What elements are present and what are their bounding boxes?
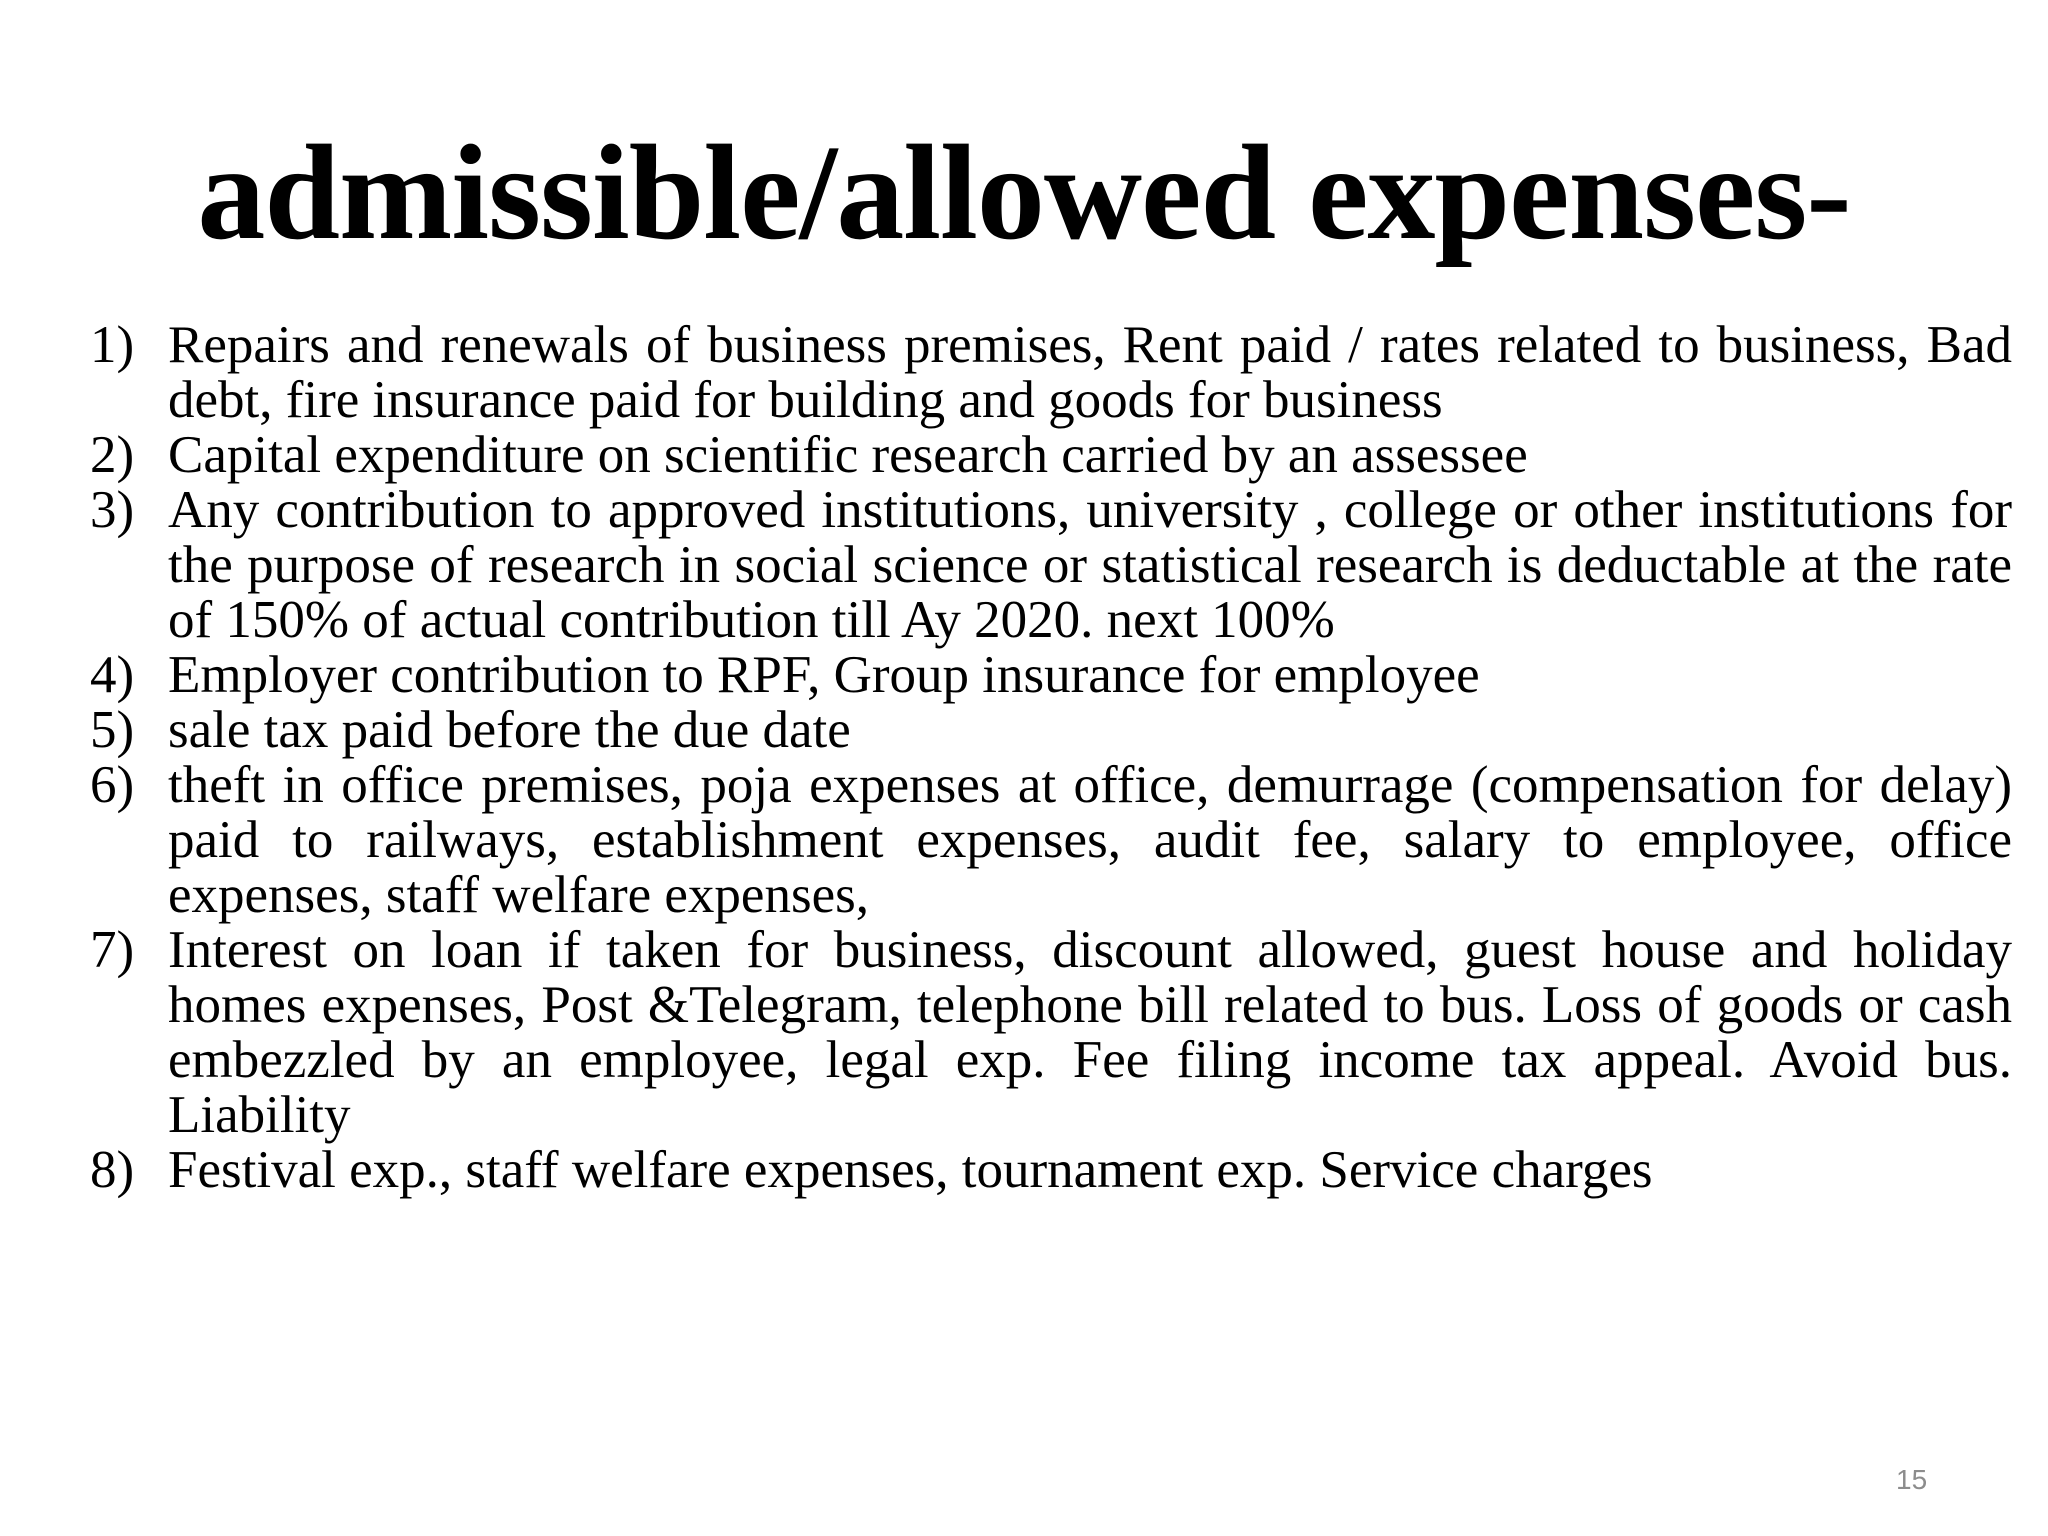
list-item (90, 428, 2012, 483)
item-text: Capital expenditure on scientific research carried by an assessee (168, 426, 1528, 484)
list-item (90, 1143, 2012, 1198)
item-number: 1) (90, 316, 135, 374)
slide-title: admissible/allowed expenses- (197, 118, 1851, 268)
expense-list (90, 318, 2012, 1198)
item-number: 7) (90, 921, 135, 979)
item-text: Repairs and renewals of business premises, Rent paid / rates related to business, Bad debt, fire insurance paid for building and goods for business (168, 316, 2012, 429)
item-text: Any contribution to approved institutions, university , college or other institutions for the purpose of research in social science or statistical research is deductable at the rate of 150% of actual contribution till Ay 2020. next 100% (168, 481, 2012, 649)
list-item (90, 318, 2012, 428)
item-text: sale tax paid before the due date (168, 701, 851, 759)
item-number: 8) (90, 1141, 135, 1199)
item-number: 5) (90, 701, 135, 759)
item-number: 2) (90, 426, 135, 484)
item-text: theft in office premises, poja expenses at office, demurrage (compensation for delay) paid to railways, establishment expenses, audit fee, salary to employee, office expenses, staff welfare expenses, (168, 756, 2012, 924)
list-item (90, 483, 2012, 648)
list-item (90, 703, 2012, 758)
item-text: Interest on loan if taken for business, discount allowed, guest house and holiday homes expenses, Post &Telegram, telephone bill related to bus. Loss of goods or cash embezzled by an employee, legal exp. Fee filing income tax appeal. Avoid bus. Liability (168, 921, 2012, 1144)
list-item (90, 923, 2012, 1143)
item-number: 3) (90, 481, 135, 539)
item-text: Employer contribution to RPF, Group insurance for employee (168, 646, 1480, 704)
item-text: Festival exp., staff welfare expenses, tournament exp. Service charges (168, 1141, 1653, 1199)
item-number: 6) (90, 756, 135, 814)
item-number: 4) (90, 646, 135, 704)
list-item (90, 648, 2012, 703)
page-number: 15 (1896, 1464, 1928, 1495)
list-item (90, 758, 2012, 923)
